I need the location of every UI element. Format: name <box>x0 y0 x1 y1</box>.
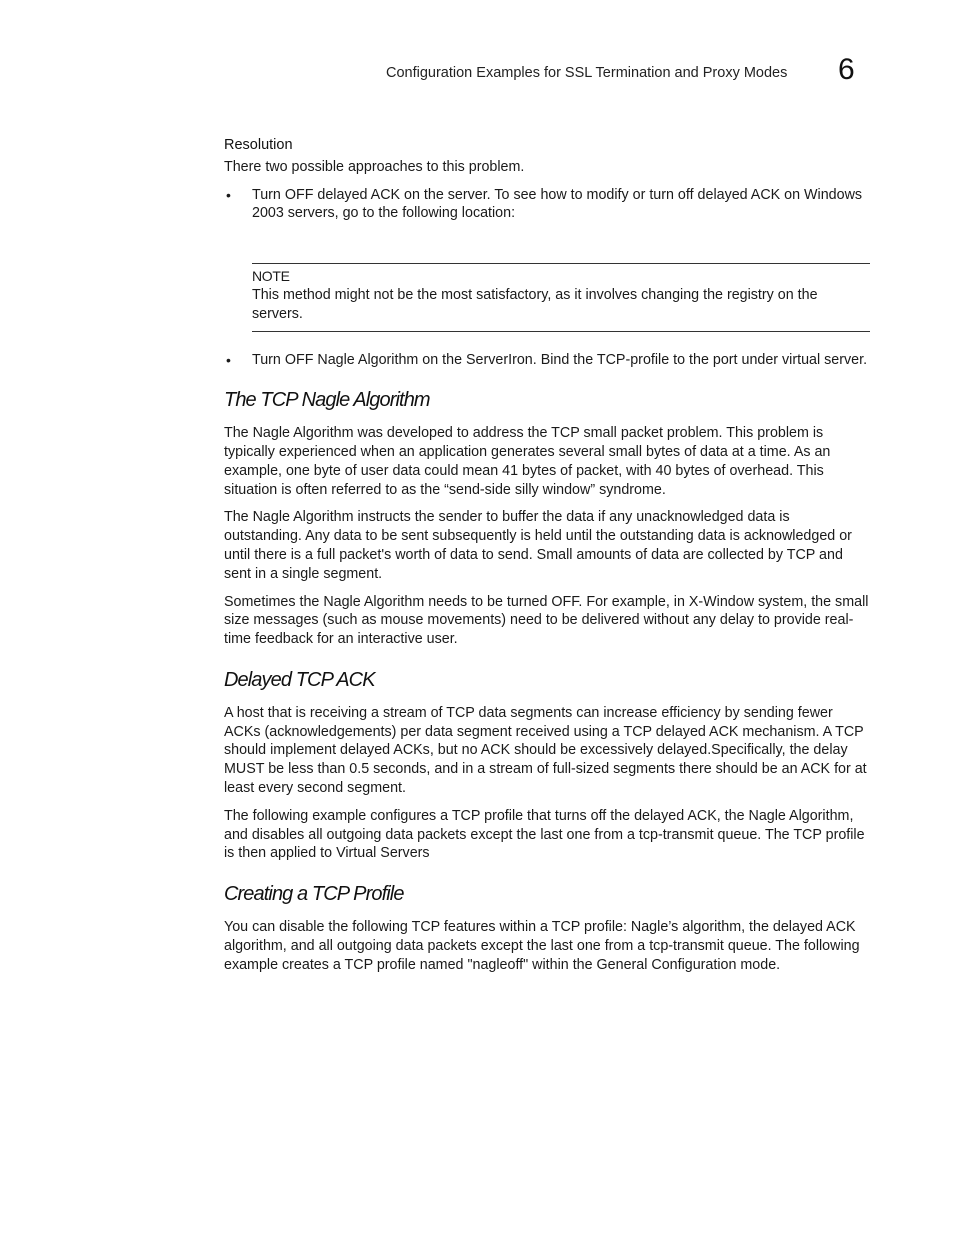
resolution-list <box>224 186 870 224</box>
list-item-text: Turn OFF Nagle Algorithm on the ServerIron. Bind the TCP-profile to the port under virtual server. <box>252 351 868 368</box>
resolution-list-2 <box>224 351 870 370</box>
section-heading-nagle: The TCP Nagle Algorithm <box>224 389 430 412</box>
note-text: This method might not be the most satisfactory, as it involves changing the registry on the servers. <box>252 286 818 322</box>
nagle-paragraph-1: The Nagle Algorithm was developed to address the TCP small packet problem. This problem is typically experienced when an application generates several small bytes of data at a time. As an example, one byte of user data could mean 41 bytes of packet, with 40 bytes of overhead. This situation is often referred to as the “send-side silly window” syndrome. <box>224 425 831 498</box>
running-header-title: Configuration Examples for SSL Termination and Proxy Modes <box>386 65 788 81</box>
bullet-icon: • <box>226 186 231 203</box>
delayed-paragraph-1: A host that is receiving a stream of TCP data segments can increase efficiency by sending fewer ACKs (acknowledgements) per data segment received using a TCP delayed ACK mechanism. A TCP should implement delayed ACKs, but no ACK should be excessively delayed.Specifically, the delay MUST be less than 0.5 seconds, and in a stream of full-sized segments there should be an ACK for at least every second segment. <box>224 704 867 796</box>
profile-paragraph-1: You can disable the following TCP features within a TCP profile: Nagle’s algorithm, the delayed ACK algorithm, and all outgoing data packets except the last one from a tcp-transmit queue. The following example creates a TCP profile named "nagleoff" within the General Configuration mode. <box>224 918 860 973</box>
nagle-paragraph-3: Sometimes the Nagle Algorithm needs to be turned OFF. For example, in X-Window system, the small size messages (such as mouse movements) need to be delivered without any delay to provide real-time feedback for an interactive user. <box>224 593 869 648</box>
note-box <box>252 263 870 331</box>
note-label: NOTE <box>252 268 290 285</box>
list-item <box>224 186 870 224</box>
section-heading-delayed-ack: Delayed TCP ACK <box>224 668 375 691</box>
resolution-intro: There two possible approaches to this problem. <box>224 158 525 175</box>
list-item-text: Turn OFF delayed ACK on the server. To see how to modify or turn off delayed ACK on Windows 2003 servers, go to the following location: <box>252 186 863 222</box>
nagle-paragraph-2: The Nagle Algorithm instructs the sender to buffer the data if any unacknowledged data is outstanding. Any data to be sent subsequently is held until the outstanding data is acknowledged or until there is a full packet's worth of data to send. Small amounts of data are collected by TCP and sent in a single segment. <box>224 509 852 582</box>
chapter-number: 6 <box>838 53 855 86</box>
section-heading-tcp-profile: Creating a TCP Profile <box>224 883 404 906</box>
resolution-heading: Resolution <box>224 137 293 153</box>
bullet-icon: • <box>226 351 231 368</box>
page-body <box>224 136 870 983</box>
list-item <box>224 351 870 370</box>
delayed-paragraph-2: The following example configures a TCP profile that turns off the delayed ACK, the Nagle Algorithm, and disables all outgoing data packets except the last one from a tcp-transmit queue. The TCP profile is then applied to Virtual Servers <box>224 807 865 862</box>
